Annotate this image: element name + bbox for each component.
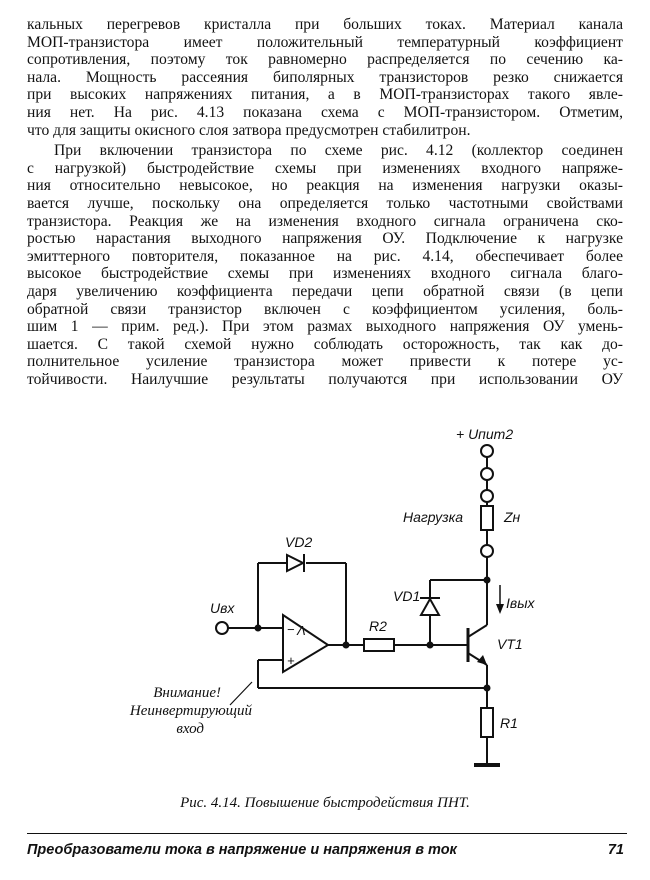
load-label: Нагрузка [403,509,464,525]
opamp-plus-sign: + [287,653,295,668]
figure-caption: Рис. 4.14. Повышение быстродействия ПНТ. [180,795,470,811]
junction-dot [255,625,262,632]
text-line: шим 1 — прим. ред.). При этом размах выходного напряжения ОУ умень- [27,318,623,336]
r2-label: R2 [369,618,387,634]
paragraph-1 [27,16,623,139]
text-line: что для защиты окисного слоя затвора предусмотрен стабилитрон. [27,121,471,139]
circuit-figure [0,420,650,810]
note-line-1: Внимание! [153,685,221,701]
r2-resistor [364,639,394,651]
vd1-diode [420,598,440,615]
supply-terminal [481,468,493,480]
load-impedance-label: Zн [504,509,521,525]
circuit-schematic [0,420,650,810]
vd2-label: VD2 [285,534,313,550]
text-line: полнительное усиление транзистора может привести к потере ус- [27,353,623,371]
text-line: с нагрузкой) быстродействие схемы при изменениях входного напряже- [27,159,623,177]
text-line: ния относительно невысокое, но реакция на изменения нагрузки оказы- [27,177,623,195]
vt1-label: VT1 [497,636,523,652]
text-line: ния нет. На рис. 4.13 показана схема с МОП-транзистором. Отметим, [27,103,623,121]
text-line: нала. Мощность рассеяния биполярных транзисторов резко снижается [27,68,623,86]
supply-label: + Uпит2 [456,426,514,442]
current-arrow-head [496,604,504,614]
note-line-2: Неинвертирующий [129,703,252,719]
vd2-diode [287,554,304,572]
text-line: при высоких напряжениях питания, а в МОП-транзисторах такого явле- [27,86,623,104]
text-line: вается лучше, поскольку она определяется только частотными свойствами [27,194,623,212]
note-pointer [230,682,252,705]
load-terminal [481,490,493,502]
vd1-label: VD1 [393,588,421,604]
input-label: Uвх [210,600,235,616]
r1-resistor [481,708,493,737]
text-line: высокое быстродействие схемы при изменениях входного сигнала благо- [27,265,623,283]
text-line: эмиттерного повторителя, показанное на рис. 4.14, обеспечивает более [27,247,623,265]
r1-label: R1 [500,715,518,731]
footer-rule [27,833,627,834]
junction-dot [343,642,350,649]
paragraph-2 [27,142,623,388]
text-line: При включении транзистора по схеме рис. 4.12 (коллектор соединен [54,142,623,160]
text-line: тойчивости. Наилучшие результаты получаются при использовании ОУ [27,370,623,388]
text-line: обратной связи транзистор включен с коэффициентом усиления, боль- [27,300,623,318]
load-resistor [481,506,493,530]
junction-dot [484,577,491,584]
supply-terminal [481,445,493,457]
load-terminal [481,545,493,557]
opamp-minus-sign: − [287,622,295,637]
text-line: кальных перегревов кристалла при больших токах. Материал канала [27,16,623,33]
note-line-3: вход [176,721,204,737]
opamp-inverting-mark: Λ [297,623,306,638]
input-terminal [216,622,228,634]
text-line: ростью нарастания выходного напряжения ОУ. Подключение к нагрузке [27,230,623,248]
text-line: даря увеличению коэффициента передачи цепи обратной связи (в цепи [27,282,623,300]
text-line: транзистора. Реакция же на изменения входного сигнала ограничена ско- [27,212,623,230]
body-text [27,16,623,388]
output-current-label: Iвых [506,595,535,611]
text-line: сопротивления, поэтому ток равномерно распределяется по сечению ка- [27,51,623,69]
text-line: МОП-транзистора имеет положительный температурный коэффициент [27,33,623,51]
junction-dot [484,685,491,692]
text-line: шается. С такой схемой нужно соблюдать осторожность, так как до- [27,335,623,353]
running-footer-title: Преобразователи тока в напряжение и напряжения в ток [27,842,457,858]
junction-dot [427,642,434,649]
page-number: 71 [607,842,624,858]
